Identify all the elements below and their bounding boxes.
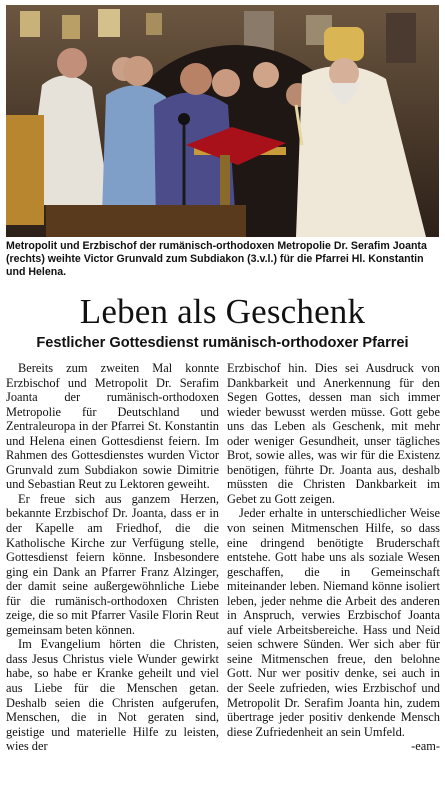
photo-caption: Metropolit und Erzbischof der rumänisch-orthodoxen Metropolie Dr. Serafim Joanta (rechts) weihte Victor Grunvald zum Subdiakon (3.v.l.) für die Pfarrei Hl. Konstantin und Helena. (6, 240, 427, 278)
paragraph: Im Evangelium hörten die Christen, dass Jesus Christus viele Wunder gewirkt habe, so habe er Kranke geheilt und viel aus Liebe für die Menschen getan. Deshalb seien die Christen aufgerufen, Menschen, die in Not geraten sind, geistige und materielle Hilfe zu leisten, wies der (6, 637, 219, 754)
headline: Leben als Geschenk (79, 292, 366, 331)
subheadline: Festlicher Gottesdienst rumänisch-orthodoxer Pfarrei (36, 335, 409, 351)
article-column-1 (6, 361, 219, 754)
paragraph: Jeder erhalte in unterschiedlicher Weise von seinen Mitmenschen Hilfe, so dass eine dringend benötigte Bruderschaft entstehe. Gott habe uns als soziale Wesen geschaffen, die in Gemeinschaft miteinander leben. Niemand könne isoliert leben, jeder nehme die Arbeit des anderen in Anspruch, verwies Erzbischof Joanta auf viele Arbeitsbereiche. Hass und Neid seien schwere Sünden. Wer sich aber für seine Mitmenschen freue, den belohne Gott. Nur wer positiv denke, sei auch in der Seele zufrieden, wies Erzbischof und Metropolit Dr. Serafim Joanta hin, zudem übertrage jeder positiv denkende Mensch diese Zufriedenheit an sein Umfeld. (227, 506, 440, 739)
article-photo (6, 5, 439, 237)
ceremony-photo-illustration (6, 5, 439, 237)
author-signature: -eam- (411, 739, 440, 754)
article-column-2 (227, 361, 440, 754)
paragraph: Bereits zum zweiten Mal konnte Erzbischof und Metropolit Dr. Serafim Joanta der rumänisch-orthodoxen Metropolie für Deutschland und Zentraleuropa in der Pfarrei St. Konstantin und Helena einen Gottesdienst feiern. Im Rahmen des Gottesdienstes wurden Victor Grunvald zum Subdiakon sowie Dimitrie und Sebastian Reut zu Lektoren geweiht. (6, 361, 219, 492)
paragraph: Erzbischof hin. Dies sei Ausdruck von Dankbarkeit und Anerkennung für den Segen Gottes, dessen man sich immer wieder bewusst werden müsse. Gott gebe uns das Leben als Geschenk, mit mehr oder weniger Gesundheit, unser tägliches Brot, sowie alles, was wir für die Existenz benötigen, führte Dr. Joanta aus, deshalb müssten die Christen Dankbarkeit im Gebet zu Gott zeigen. (227, 361, 440, 506)
paragraph: Er freue sich aus ganzem Herzen, bekannte Erzbischof Dr. Joanta, dass er in der Kapelle am Friedhof, die die Katholische Kirche zur Verfügung stelle, Gottesdienst feiern könne. Insbesondere ging ein Dank an Pfarrer Franz Alzinger, der damit seine außergewöhnliche Liebe für die rumänisch-orthodoxen Christen zeige, die so mit Pfarrer Vasile Florin Reut gemeinsam beten können. (6, 491, 219, 637)
